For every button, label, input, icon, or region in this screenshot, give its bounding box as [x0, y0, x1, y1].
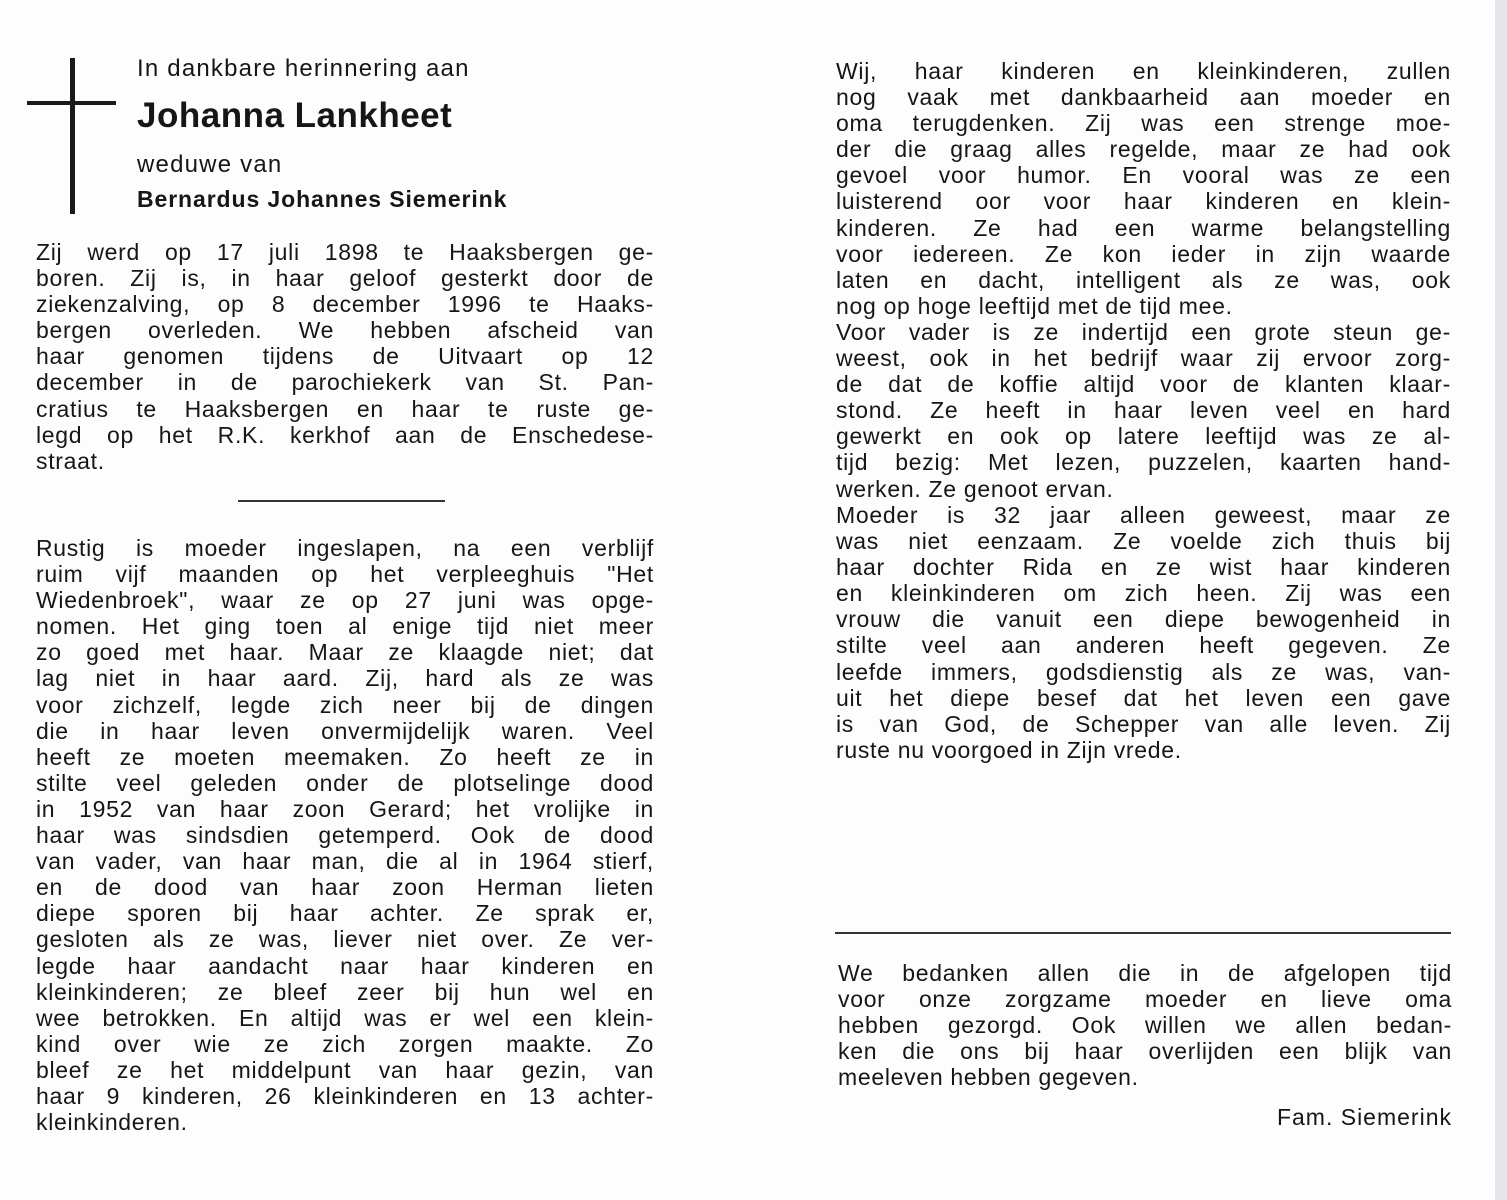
- text-line: Moeder is 32 jaar alleen geweest, maar ze: [836, 502, 1451, 528]
- text-line: zo goed met haar. Maar ze klaagde niet; dat: [36, 639, 654, 666]
- paragraph-faith: [836, 502, 1451, 763]
- text-line: heeft ze moeten meemaken. Zo heeft ze in: [36, 743, 654, 770]
- intro-text: In dankbare herinnering aan: [137, 55, 470, 82]
- text-line: van vader, van haar man, die al in 1964 stierf,: [36, 848, 654, 875]
- text-line: cratius te Haaksbergen en haar te ruste ge-: [36, 395, 654, 422]
- text-line: legde haar aandacht naar haar kinderen en: [36, 952, 654, 979]
- paragraph-biography: [36, 239, 654, 474]
- text-line: kind over wie ze zich zorgen maakte. Zo: [36, 1030, 654, 1057]
- text-line: straat.: [36, 447, 105, 474]
- text-line: en kleinkinderen om zich heen. Zij was een: [836, 580, 1451, 607]
- paragraph-father: [836, 319, 1451, 502]
- text-line: legd op het R.K. kerkhof aan de Enschedese-: [36, 421, 654, 448]
- text-line: nomen. Het ging toen al enige tijd niet meer: [36, 613, 654, 640]
- text-line: kinderen. Ze had een warme belangstelling: [836, 214, 1451, 241]
- text-line: Wiedenbroek", waar ze op 27 juni was opge-: [36, 587, 654, 614]
- text-line: en de dood van haar zoon Herman lieten: [36, 874, 654, 901]
- text-line: kleinkinderen; ze bleef zeer bij hun wel en: [36, 978, 654, 1005]
- text-line: oma terugdenken. Zij was een strenge moe-: [836, 110, 1451, 137]
- cross-horizontal: [27, 101, 116, 105]
- text-line: vrouw die vanuit een diepe bewogenheid in: [836, 606, 1451, 633]
- signature: Fam. Siemerink: [1276, 1104, 1452, 1130]
- text-line: in 1952 van haar zoon Gerard; het vrolijke in: [36, 795, 654, 822]
- text-line: wee betrokken. En altijd was er wel een klein-: [36, 1004, 654, 1031]
- text-line: kleinkinderen.: [36, 1109, 188, 1136]
- text-line: nog vaak met dankbaarheid aan moeder en: [836, 84, 1451, 111]
- text-line: werken. Ze genoot ervan.: [836, 475, 1114, 502]
- text-line: ruste nu voorgoed in Zijn vrede.: [836, 736, 1182, 763]
- text-line: We bedanken allen die in de afgelopen tijd: [838, 960, 1452, 986]
- text-line: uit het diepe besef dat het leven een gave: [836, 684, 1451, 711]
- paragraph-thanks: [838, 960, 1452, 1090]
- text-line: haar dochter Rida en ze wist haar kinderen: [836, 554, 1451, 581]
- text-line: stilte veel aan anderen heeft gegeven. Ze: [836, 632, 1451, 659]
- text-line: Rustig is moeder ingeslapen, na een verblijf: [36, 535, 654, 561]
- text-line: stilte veel geleden onder de plotselinge dood: [36, 769, 654, 796]
- text-line: weest, ook in het bedrijf waar zij ervoor zorg-: [836, 345, 1451, 372]
- cross-vertical: [70, 58, 75, 214]
- text-line: de dat de koffie altijd voor de klanten klaar-: [836, 371, 1451, 398]
- text-line: gewerkt en ook op latere leeftijd was ze al-: [836, 423, 1451, 450]
- text-line: hebben gezorgd. Ook willen we allen bedan-: [838, 1012, 1452, 1039]
- text-line: bergen overleden. We hebben afscheid van: [36, 317, 654, 344]
- text-line: Zij werd op 17 juli 1898 te Haaksbergen ge-: [36, 239, 654, 265]
- text-line: luisterend oor voor haar kinderen en klein-: [836, 188, 1451, 215]
- text-line: was niet eenzaam. Ze voelde zich thuis bij: [836, 528, 1451, 555]
- text-line: lag niet in haar aard. Zij, hard als ze was: [36, 665, 654, 692]
- husband-name: Bernardus Johannes Siemerink: [137, 186, 508, 212]
- text-line: der die graag alles regelde, maar ze had ook: [836, 136, 1451, 163]
- text-line: tijd bezig: Met lezen, puzzelen, kaarten hand-: [836, 449, 1451, 476]
- deceased-name: Johanna Lankheet: [137, 96, 453, 135]
- text-line: boren. Zij is, in haar geloof gesterkt door de: [36, 265, 654, 292]
- text-line: stond. Ze heeft in haar leven veel en hard: [836, 397, 1451, 424]
- text-line: leefde immers, godsdienstig als ze was, van-: [836, 658, 1451, 685]
- text-line: laten en dacht, intelligent als ze was, ook: [836, 266, 1451, 293]
- paragraph-memories: [836, 58, 1451, 319]
- text-line: gevoel voor humor. En vooral was ze een: [836, 162, 1451, 189]
- paragraph-life: [36, 535, 654, 1135]
- page-edge: [1495, 0, 1507, 1200]
- text-line: ken die ons bij haar overlijden een blijk van: [838, 1038, 1452, 1065]
- text-line: haar 9 kinderen, 26 kleinkinderen en 13 achter-: [36, 1082, 654, 1109]
- text-line: voor iedereen. Ze kon ieder in zijn waarde: [836, 240, 1451, 267]
- text-line: haar was sindsdien getemperd. Ook de dood: [36, 822, 654, 849]
- text-line: december in de parochiekerk van St. Pan-: [36, 369, 654, 396]
- text-line: voor zichzelf, legde zich neer bij de dingen: [36, 691, 654, 718]
- divider: [835, 932, 1451, 934]
- text-line: Wij, haar kinderen en kleinkinderen, zullen: [836, 58, 1451, 84]
- text-line: bleef ze het middelpunt van haar gezin, van: [36, 1056, 654, 1083]
- text-line: Voor vader is ze indertijd een grote steun ge-: [836, 319, 1451, 345]
- text-line: die in haar leven onvermijdelijk waren. Veel: [36, 717, 654, 744]
- text-line: meeleven hebben gegeven.: [838, 1064, 1139, 1091]
- text-line: ziekenzalving, op 8 december 1996 te Haaks-: [36, 291, 654, 318]
- divider: [238, 500, 445, 502]
- text-line: is van God, de Schepper van alle leven. Zij: [836, 710, 1451, 737]
- text-line: voor onze zorgzame moeder en lieve oma: [838, 986, 1452, 1013]
- text-line: diepe sporen bij haar achter. Ze sprak er,: [36, 900, 654, 927]
- text-line: nog op hoge leeftijd met de tijd mee.: [836, 292, 1233, 319]
- text-line: ruim vijf maanden op het verpleeghuis "Het: [36, 561, 654, 588]
- widow-of-text: weduwe van: [137, 151, 283, 178]
- text-line: haar genomen tijdens de Uitvaart op 12: [36, 343, 654, 370]
- text-line: gesloten als ze was, liever niet over. Ze ver-: [36, 926, 654, 953]
